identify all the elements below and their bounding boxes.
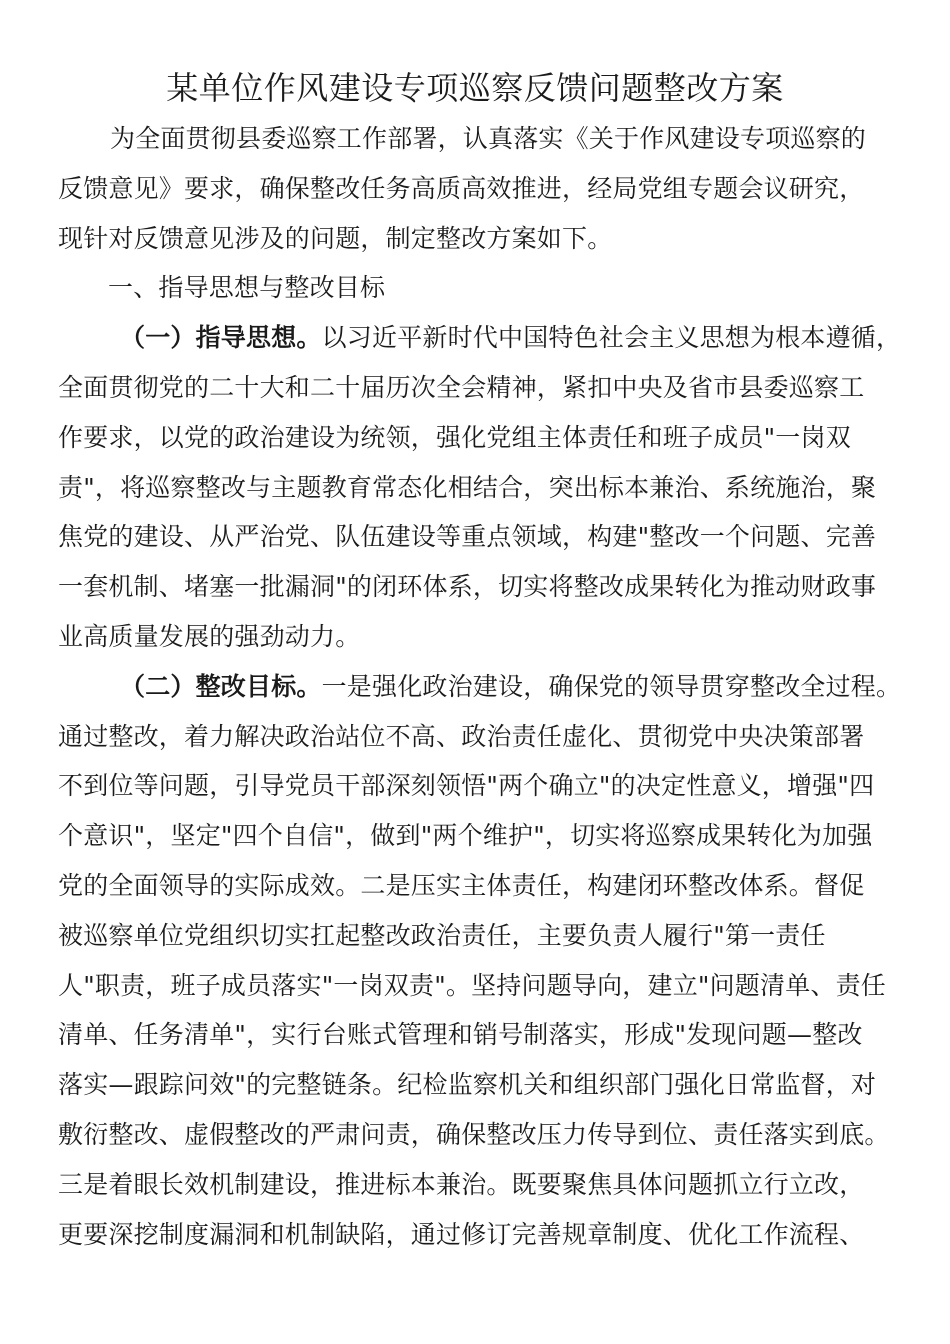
- subsection-first-line: [58, 313, 902, 363]
- paragraph-line: 不到位等问题，引导党员干部深刻领悟"两个确立"的决定性意义，增强"四: [58, 771, 875, 801]
- paragraph-line: 被巡察单位党组织切实扛起整改政治责任，主要负责人履行"第一责任: [58, 920, 826, 950]
- paragraph-line: 作要求，以党的政治建设为统领，强化党组主体责任和班子成员"一岗双: [58, 422, 851, 452]
- paragraph-line: 通过整改，着力解决政治站位不高、政治责任虚化、贯彻党中央决策部署: [58, 721, 865, 751]
- intro-line: 现针对反馈意见涉及的问题，制定整改方案如下。: [58, 223, 613, 253]
- paragraph-line: 人"职责，班子成员落实"一岗双责"。坚持问题导向，建立"问题清单、责任: [58, 970, 886, 1000]
- section-heading: 一、指导思想与整改目标: [108, 273, 386, 303]
- subsection-first-line: [58, 662, 902, 712]
- subsection-text: 以习近平新时代中国特色社会主义思想为根本遵循，: [321, 323, 902, 353]
- paragraph-line: 一套机制、堵塞一批漏洞"的闭环体系，切实将整改成果转化为推动财政事: [58, 572, 877, 602]
- subsection-label: （一）指导思想。: [120, 323, 322, 353]
- paragraph-line: 党的全面领导的实际成效。二是压实主体责任，构建闭环整改体系。督促: [58, 870, 865, 900]
- paragraph-line: 敷衍整改、虚假整改的严肃问责，确保整改压力传导到位、责任落实到底。: [58, 1119, 890, 1149]
- subsection-text: 一是强化政治建设，确保党的领导贯穿整改全过程。: [321, 671, 902, 701]
- paragraph-line: 全面贯彻党的二十大和二十届历次全会精神，紧扣中央及省市县委巡察工: [58, 372, 865, 402]
- intro-line: 为全面贯彻县委巡察工作部署，认真落实《关于作风建设专项巡察的: [110, 124, 867, 153]
- intro-line: 反馈意见》要求，确保整改任务高质高效推进，经局党组专题会议研究，: [58, 173, 865, 203]
- paragraph-line: 个意识"，坚定"四个自信"，做到"两个维护"，切实将巡察成果转化为加强: [58, 821, 873, 851]
- paragraph-line: 焦党的建设、从严治党、队伍建设等重点领域，构建"整改一个问题、完善: [58, 522, 877, 552]
- paragraph-line: 三是着眼长效机制建设，推进标本兼治。既要聚焦具体问题抓立行立改，: [58, 1169, 865, 1199]
- paragraph-line: 清单、任务清单"，实行台账式管理和销号制落实，形成"发现问题—整改: [58, 1020, 863, 1050]
- document-body: [58, 114, 902, 1259]
- paragraph-line: 责"，将巡察整改与主题教育常态化相结合，突出标本兼治、系统施治，聚: [58, 472, 877, 502]
- paragraph-line: 业高质量发展的强劲动力。: [58, 621, 361, 651]
- subsection-label: （二）整改目标。: [120, 671, 322, 701]
- paragraph-line: 更要深挖制度漏洞和机制缺陷，通过修订完善规章制度、优化工作流程、: [58, 1219, 865, 1249]
- paragraph-line: 落实—跟踪问效"的完整链条。纪检监察机关和组织部门强化日常监督，对: [58, 1070, 877, 1100]
- document-title: 某单位作风建设专项巡察反馈问题整改方案: [166, 69, 784, 107]
